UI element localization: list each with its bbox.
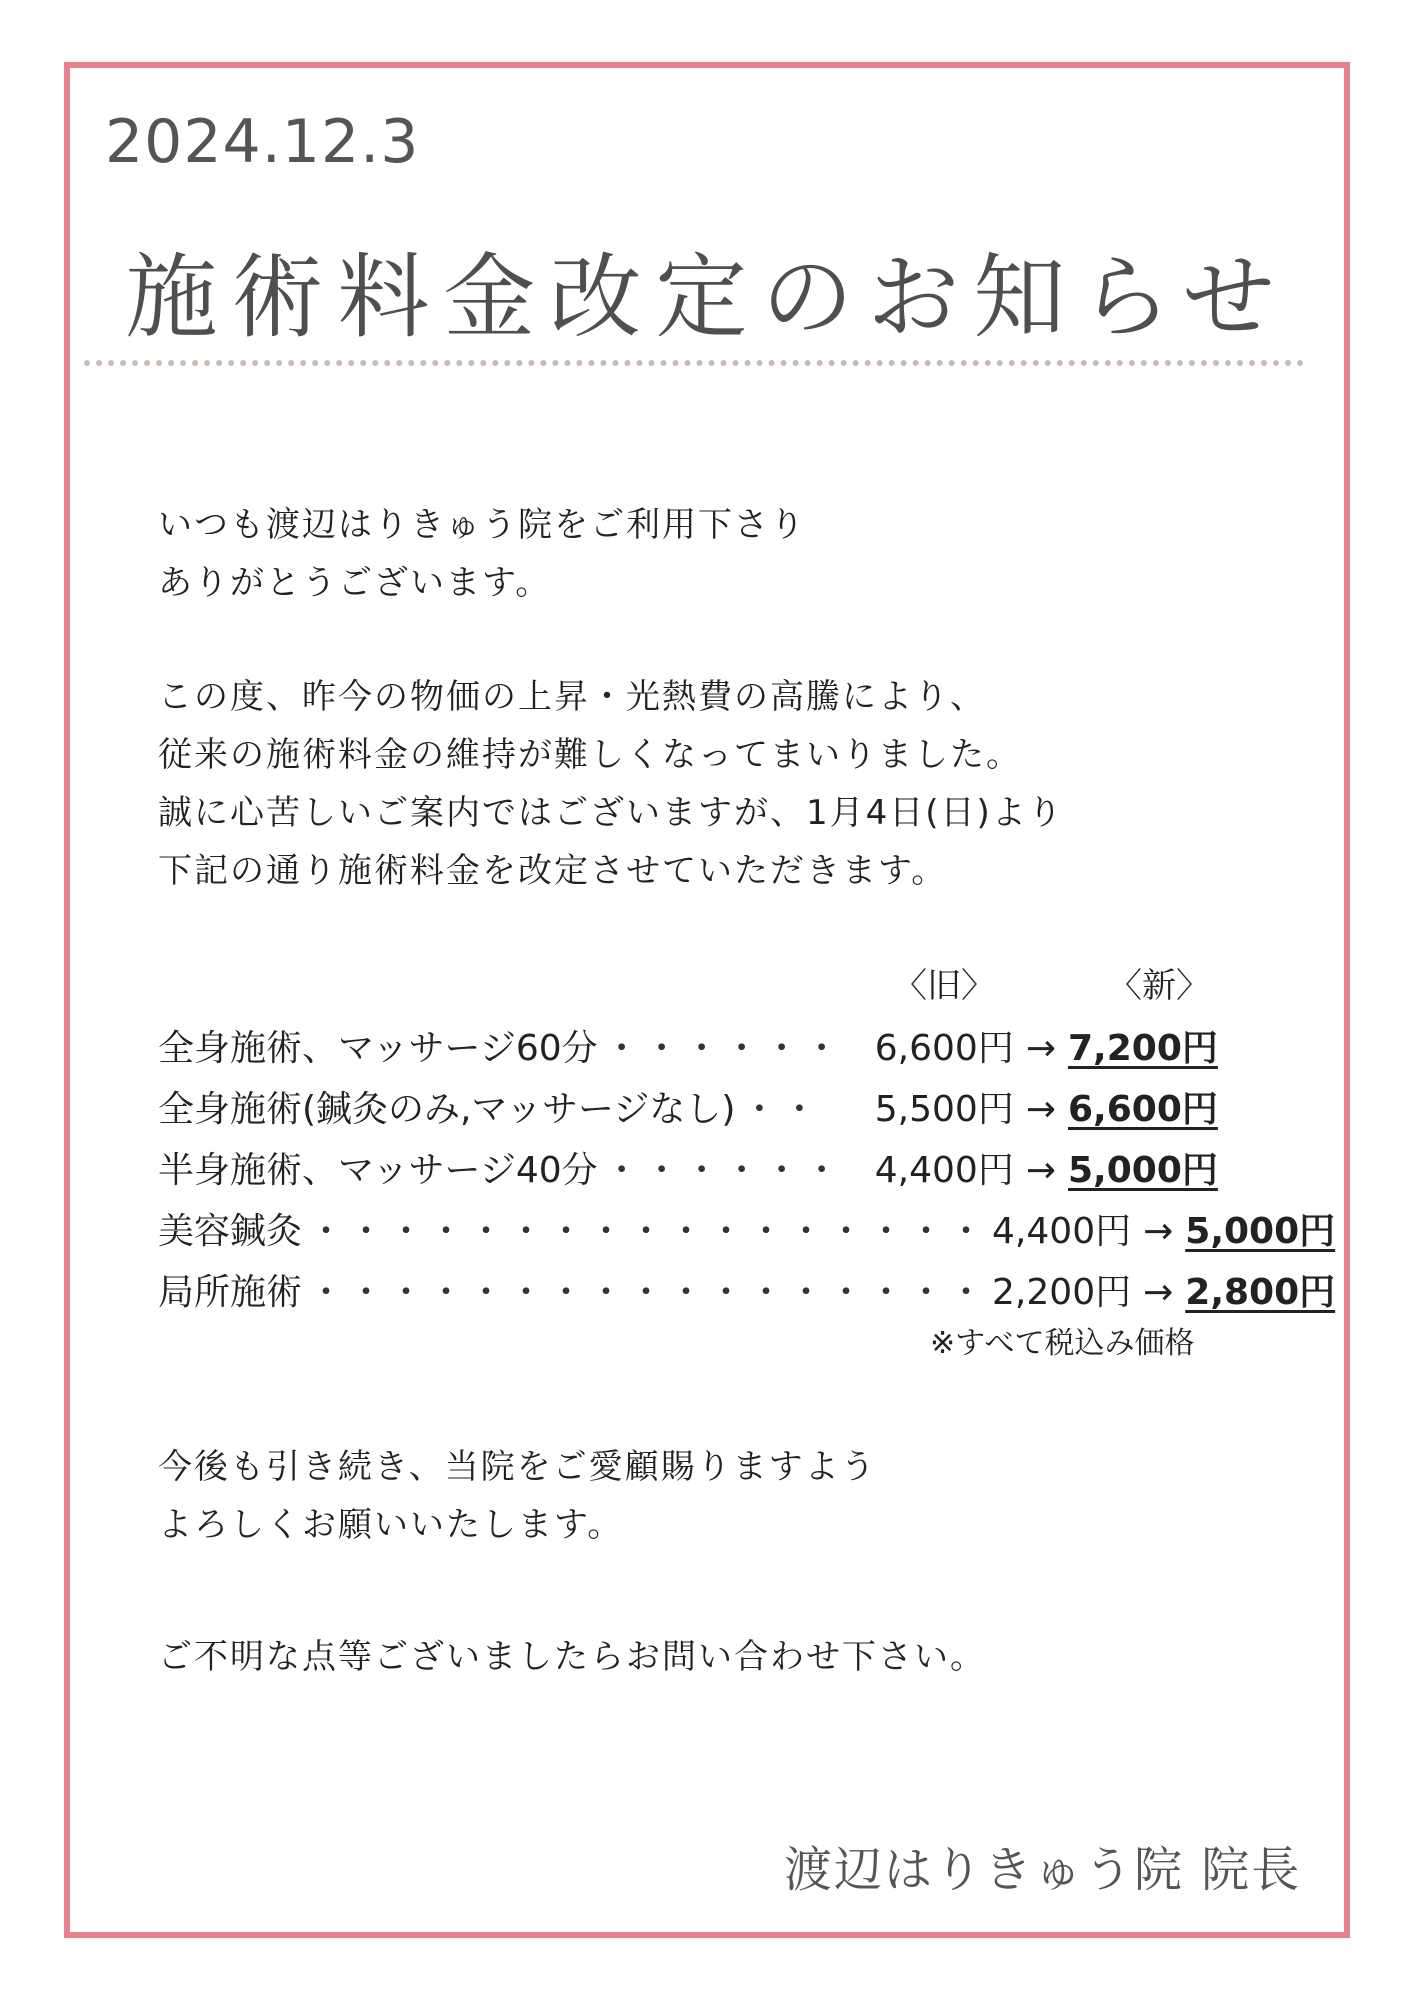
notice-line: 誠に心苦しいご案内ではございますが、1月4日(日)より: [158, 793, 1064, 833]
dot-leader: ・・: [741, 1089, 822, 1130]
notice-paragraph: [158, 668, 1064, 900]
new-price: 5,000円: [1185, 1211, 1336, 1252]
treatment-name: 美容鍼灸: [158, 1211, 303, 1252]
new-price: 7,200円: [1068, 1028, 1218, 1069]
closing-paragraph: [158, 1438, 877, 1554]
price-row: [158, 1140, 1238, 1201]
new-price: 6,600円: [1068, 1089, 1218, 1130]
closing-line: よろしくお願いいたします。: [158, 1505, 624, 1545]
treatment-name: 全身施術(鍼灸のみ,マッサージなし): [158, 1089, 736, 1130]
price-row: [158, 1262, 1336, 1323]
old-price: 5,500円: [874, 1089, 1014, 1130]
new-price: 5,000円: [1068, 1150, 1218, 1191]
arrow-icon: →: [1025, 1150, 1056, 1191]
arrow-icon: →: [1025, 1089, 1056, 1130]
greeting-paragraph: [158, 496, 806, 612]
notice-line: この度、昨今の物価の上昇・光熱費の高騰により、: [158, 677, 986, 717]
treatment-name: 局所施術: [158, 1272, 303, 1313]
dot-leader: ・・・・・・・・・・・・・・・・・: [308, 1272, 989, 1313]
tax-note: ※すべて税込み価格: [930, 1326, 1195, 1361]
arrow-icon: →: [1025, 1028, 1056, 1069]
price-table: [158, 1018, 1336, 1323]
dot-leader: ・・・・・・・・・・・・・・・・・: [308, 1211, 989, 1252]
arrow-icon: →: [1143, 1211, 1174, 1252]
contact-paragraph: [158, 1628, 986, 1686]
greeting-line: いつも渡辺はりきゅう院をご利用下さり: [158, 505, 806, 545]
dotted-divider: [84, 360, 1304, 366]
old-price: 2,200円: [992, 1272, 1132, 1313]
signature: 渡辺はりきゅう院 院長: [784, 1842, 1302, 1898]
old-price: 6,600円: [874, 1028, 1014, 1069]
old-price: 4,400円: [874, 1150, 1014, 1191]
dot-leader: ・・・・・・: [603, 1150, 844, 1191]
contact-line: ご不明な点等ございましたらお問い合わせ下さい。: [158, 1637, 986, 1677]
arrow-icon: →: [1143, 1272, 1174, 1313]
greeting-line: ありがとうございます。: [158, 563, 552, 603]
price-row: [158, 1201, 1336, 1262]
closing-line: 今後も引き続き、当院をご愛顧賜りますよう: [158, 1447, 877, 1487]
notice-line: 下記の通り施術料金を改定させていただきます。: [158, 851, 948, 891]
dot-leader: ・・・・・・: [603, 1028, 844, 1069]
old-price: 4,400円: [992, 1211, 1132, 1252]
treatment-name: 全身施術、マッサージ60分: [158, 1028, 598, 1069]
treatment-name: 半身施術、マッサージ40分: [158, 1150, 598, 1191]
old-price-header: 〈旧〉: [893, 966, 995, 1006]
price-row: [158, 1079, 1238, 1140]
price-row: [158, 1018, 1238, 1079]
notice-date: 2024.12.3: [105, 107, 420, 177]
notice-line: 従来の施術料金の維持が難しくなってまいりました。: [158, 735, 1022, 775]
page-title: 施術料金改定のお知らせ: [125, 244, 1289, 351]
new-price-header: 〈新〉: [1108, 966, 1210, 1006]
new-price: 2,800円: [1185, 1272, 1336, 1313]
